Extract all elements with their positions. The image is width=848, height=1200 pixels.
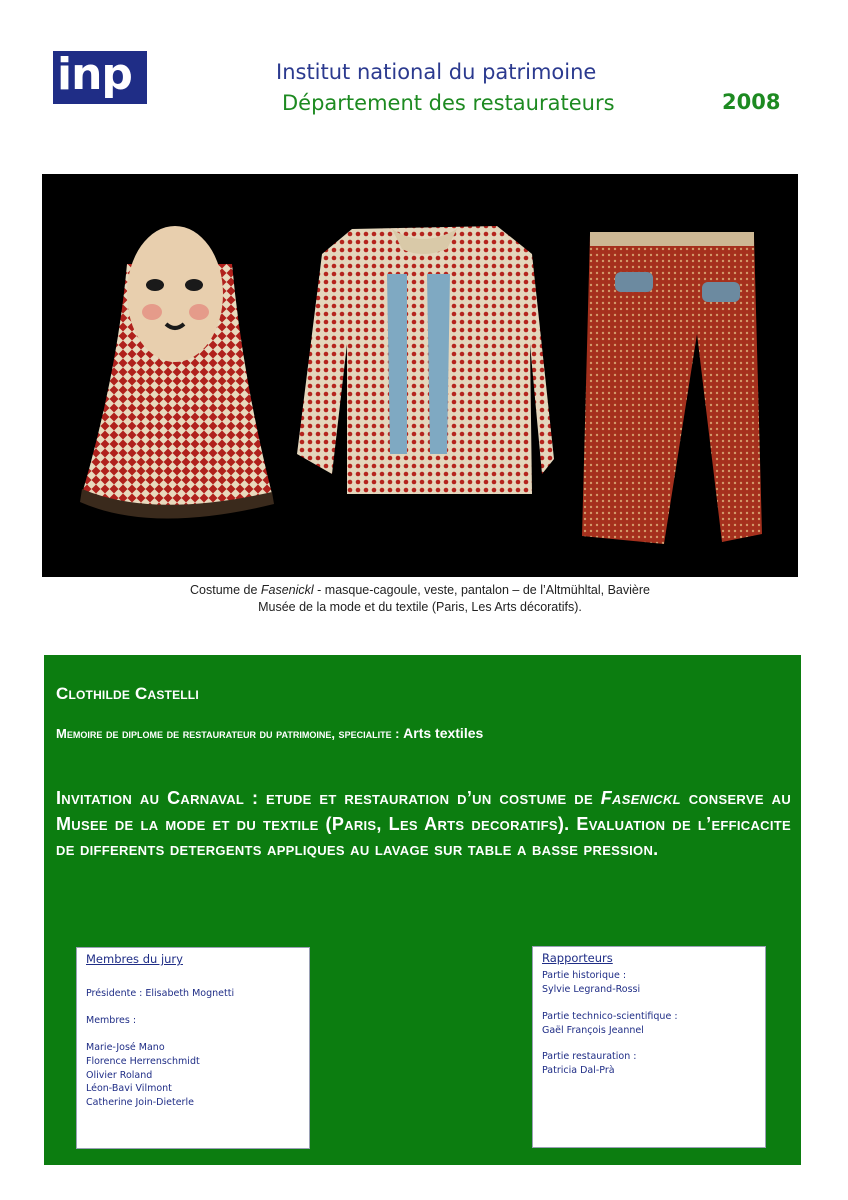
jury-panel (76, 947, 310, 1149)
rapporteur-name: Gaël François Jeannel (542, 1025, 644, 1036)
jury-member: Léon-Bavi Vilmont (86, 1083, 172, 1094)
caption-line-1: Costume de Fasenickl - masque-cagoule, veste, pantalon – de l’Altmühltal, Bavière (190, 583, 650, 597)
rapporteurs-panel (532, 946, 766, 1148)
jury-member: Olivier Roland (86, 1070, 153, 1081)
thesis-title: Invitation au Carnaval : etude et restauration d’un costume de Fasenickl conserve au Musee de la mode et du textile (Paris, Les Arts decoratifs). Evaluation de l’efficacite de differents detergents appliques au lavage sur table a basse pression. (56, 788, 792, 859)
specialty: Arts textiles (403, 725, 484, 741)
institution-name: Institut national du patrimoine (276, 60, 597, 84)
department-name: Département des restaurateurs (282, 91, 615, 115)
logo-text: inp (57, 49, 132, 100)
jacket (297, 226, 554, 494)
year: 2008 (722, 90, 781, 114)
rapporteur-part-label: Partie historique : (542, 970, 627, 981)
jury-member: Florence Herrenschmidt (86, 1056, 200, 1067)
rapporteurs-title: Rapporteurs (542, 951, 613, 965)
thesis-info-box (44, 655, 801, 1165)
jury-title: Membres du jury (86, 952, 183, 966)
rapporteur-name: Patricia Dal-Prà (542, 1065, 615, 1076)
jury-president: Présidente : Elisabeth Mognetti (86, 988, 235, 999)
jury-member: Catherine Join-Dieterle (86, 1097, 194, 1108)
mask-hood (80, 226, 274, 519)
memoire-line: Memoire de diplome de restaurateur du patrimoine, specialite : Arts textiles (56, 725, 484, 741)
pants (582, 232, 762, 544)
rapporteur-part-label: Partie technico-scientifique : (542, 1011, 678, 1022)
inp-logo (53, 51, 147, 104)
rapporteur-part-label: Partie restauration : (542, 1051, 637, 1062)
jury-member: Marie-José Mano (86, 1042, 165, 1053)
caption-line-2: Musée de la mode et du textile (Paris, Les Arts décoratifs). (258, 600, 582, 614)
author-name: Clothilde Castelli (56, 684, 199, 703)
rapporteur-name: Sylvie Legrand-Rossi (542, 984, 641, 995)
photo-caption (42, 582, 798, 616)
costume-photo (42, 174, 798, 577)
jury-members-label: Membres : (86, 1015, 137, 1026)
